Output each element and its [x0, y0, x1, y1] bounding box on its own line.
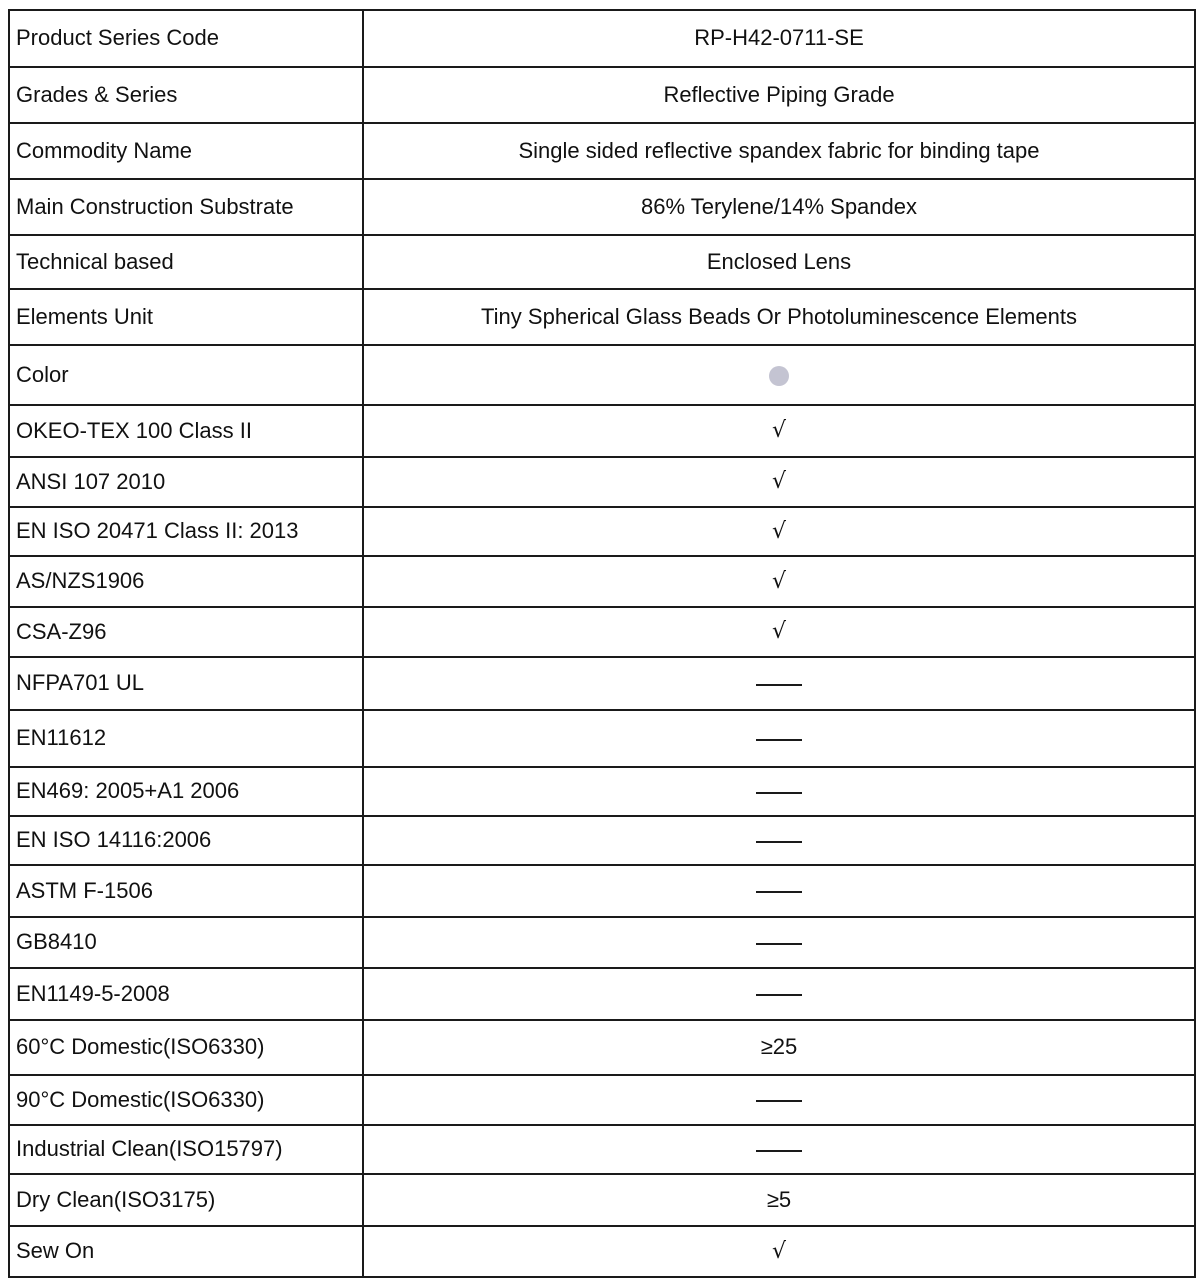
- table-row: [9, 607, 1195, 657]
- row-label: Color: [9, 345, 363, 405]
- check-mark-icon: √: [771, 1238, 787, 1264]
- row-value: [363, 710, 1195, 767]
- table-row: [9, 345, 1195, 405]
- table-row: [9, 457, 1195, 507]
- table-row: [9, 405, 1195, 457]
- row-label: EN ISO 20471 Class II: 2013: [9, 507, 363, 556]
- check-mark-icon: √: [771, 619, 787, 645]
- dash-icon: [756, 994, 802, 996]
- row-label: GB8410: [9, 917, 363, 968]
- dash-icon: [756, 1150, 802, 1152]
- row-label: 90°C Domestic(ISO6330): [9, 1075, 363, 1125]
- row-value: [363, 405, 1195, 457]
- row-label: ANSI 107 2010: [9, 457, 363, 507]
- check-mark-icon: √: [771, 418, 787, 444]
- row-value: [363, 345, 1195, 405]
- spec-table: [8, 9, 1196, 1278]
- row-value: [363, 1075, 1195, 1125]
- table-row: [9, 1174, 1195, 1226]
- table-row: [9, 289, 1195, 345]
- row-label: AS/NZS1906: [9, 556, 363, 607]
- row-label: Sew On: [9, 1226, 363, 1277]
- row-value: [363, 657, 1195, 710]
- row-value: Tiny Spherical Glass Beads Or Photoluminescence Elements: [363, 289, 1195, 345]
- table-row: [9, 968, 1195, 1020]
- spec-table-body: [9, 10, 1195, 1277]
- table-row: [9, 1226, 1195, 1277]
- row-label: Elements Unit: [9, 289, 363, 345]
- row-value: Enclosed Lens: [363, 235, 1195, 289]
- row-label: EN11612: [9, 710, 363, 767]
- row-value: [363, 968, 1195, 1020]
- row-value: [363, 865, 1195, 917]
- row-value: ≥5: [363, 1174, 1195, 1226]
- table-row: [9, 123, 1195, 179]
- row-label: CSA-Z96: [9, 607, 363, 657]
- row-value: [363, 917, 1195, 968]
- table-row: [9, 917, 1195, 968]
- row-label: Technical based: [9, 235, 363, 289]
- table-row: [9, 1125, 1195, 1174]
- table-row: [9, 179, 1195, 235]
- row-label: EN1149-5-2008: [9, 968, 363, 1020]
- table-row: [9, 1075, 1195, 1125]
- row-label: Product Series Code: [9, 10, 363, 67]
- row-value: [363, 507, 1195, 556]
- check-mark-icon: √: [771, 469, 787, 495]
- row-value: [363, 457, 1195, 507]
- check-mark-icon: √: [771, 518, 787, 544]
- table-row: [9, 816, 1195, 865]
- dash-icon: [756, 739, 802, 741]
- color-swatch-icon: [769, 366, 789, 386]
- row-label: Commodity Name: [9, 123, 363, 179]
- row-label: EN469: 2005+A1 2006: [9, 767, 363, 816]
- table-row: [9, 507, 1195, 556]
- table-row: [9, 865, 1195, 917]
- dash-icon: [756, 684, 802, 686]
- row-label: OKEO-TEX 100 Class II: [9, 405, 363, 457]
- row-value: [363, 1125, 1195, 1174]
- row-value: Reflective Piping Grade: [363, 67, 1195, 123]
- row-label: Industrial Clean(ISO15797): [9, 1125, 363, 1174]
- row-value: Single sided reflective spandex fabric for binding tape: [363, 123, 1195, 179]
- row-value: 86% Terylene/14% Spandex: [363, 179, 1195, 235]
- table-row: [9, 235, 1195, 289]
- table-row: [9, 10, 1195, 67]
- row-value: RP-H42-0711-SE: [363, 10, 1195, 67]
- table-row: [9, 710, 1195, 767]
- row-label: Dry Clean(ISO3175): [9, 1174, 363, 1226]
- table-row: [9, 1020, 1195, 1075]
- table-row: [9, 67, 1195, 123]
- row-label: ASTM F-1506: [9, 865, 363, 917]
- row-label: Main Construction Substrate: [9, 179, 363, 235]
- table-row: [9, 556, 1195, 607]
- row-value: [363, 816, 1195, 865]
- row-label: NFPA701 UL: [9, 657, 363, 710]
- row-value: [363, 767, 1195, 816]
- row-value: ≥25: [363, 1020, 1195, 1075]
- table-row: [9, 767, 1195, 816]
- dash-icon: [756, 891, 802, 893]
- row-value: [363, 556, 1195, 607]
- row-value: [363, 607, 1195, 657]
- row-label: 60°C Domestic(ISO6330): [9, 1020, 363, 1075]
- row-value: [363, 1226, 1195, 1277]
- row-label: Grades & Series: [9, 67, 363, 123]
- dash-icon: [756, 1100, 802, 1102]
- dash-icon: [756, 943, 802, 945]
- row-label: EN ISO 14116:2006: [9, 816, 363, 865]
- dash-icon: [756, 841, 802, 843]
- table-row: [9, 657, 1195, 710]
- check-mark-icon: √: [771, 568, 787, 594]
- dash-icon: [756, 792, 802, 794]
